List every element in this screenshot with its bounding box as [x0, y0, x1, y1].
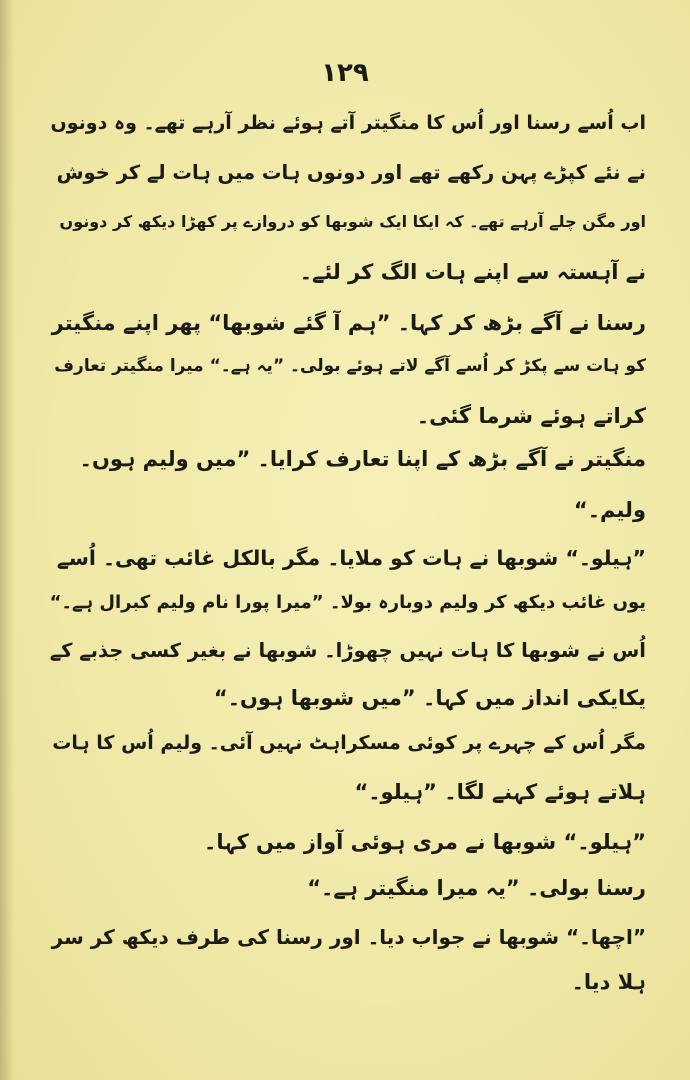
- page-number: ۱۲۹: [321, 58, 369, 88]
- page-body: [34, 100, 654, 1060]
- text-line: ”ہیلو۔“ شوبھا نے ہات کو ملایا۔ مگر بالکل غائب تھی۔ اُسے: [56, 546, 646, 570]
- text-line: ہلا دیا۔: [571, 970, 646, 994]
- text-line: ”اچھا۔“ شوبھا نے جواب دیا۔ اور رسنا کی طرف دیکھ کر سر: [51, 925, 646, 949]
- text-line: یکایکی انداز میں کہا۔ ”میں شوبھا ہوں۔“: [213, 686, 646, 710]
- text-line: ہلاتے ہوئے کہنے لگا۔ ”ہیلو۔“: [354, 780, 646, 804]
- text-line: ”ہیلو۔“ شوبھا نے مری ہوئی آواز میں کہا۔: [204, 830, 646, 854]
- text-line: رسنا بولی۔ ”یہ میرا منگیتر ہے۔“: [307, 876, 646, 900]
- text-line: اُس نے شوبھا کا ہات نہیں چھوڑا۔ شوبھا نے بغیر کسی جذبے کے: [49, 639, 646, 662]
- binding-shadow: [0, 0, 14, 1080]
- text-line: منگیتر نے آگے بڑھ کے اپنا تعارف کرایا۔ ”میں ولیم ہوں۔: [79, 447, 646, 471]
- text-line: مگر اُس کے چہرے پر کوئی مسکراہٹ نہیں آئی۔ ولیم اُس کا ہات: [52, 732, 646, 754]
- text-line: نے آہستہ سے اپنے ہات الگ کر لئے۔: [299, 260, 646, 284]
- text-line: اور مگن چلے آرہے تھے۔ کہ ایکا ایک شوبھا کو دروازے پر کھڑا دیکھ کر دونوں: [59, 212, 646, 231]
- text-line: کو ہات سے پکڑ کر اُسے آگے لاتے ہوئے بولی۔ ”یہ ہے۔“ میرا منگیتر تعارف: [54, 356, 646, 376]
- text-line: رسنا نے آگے بڑھ کر کہا۔ ”ہم آ گئے شوبھا“ پھر اپنے منگیتر: [51, 311, 646, 335]
- text-line: یوں غائب دیکھ کر ولیم دوبارہ بولا۔ ”میرا پورا نام ولیم کبرال ہے۔“: [49, 592, 646, 613]
- text-line: اب اُسے رسنا اور اُس کا منگیتر آتے ہوئے نظر آرہے تھے۔ وہ دونوں: [50, 112, 646, 134]
- text-line: کراتے ہوئے شرما گئی۔: [416, 404, 646, 428]
- text-line: ولیم۔“: [573, 498, 646, 522]
- text-line: نے نئے کپڑے پہن رکھے تھے اور دونوں ہات میں ہات لے کر خوش: [56, 161, 646, 184]
